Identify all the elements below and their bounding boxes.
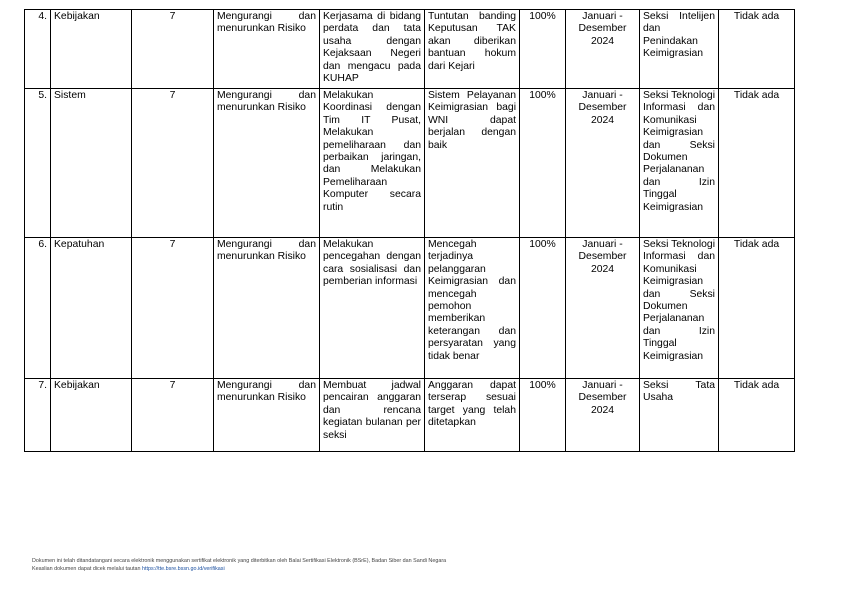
responsible-unit: Seksi Tata Usaha <box>640 379 719 452</box>
row-number: 6. <box>25 238 51 379</box>
table-row <box>25 10 795 89</box>
period: Januari - Desember 2024 <box>566 379 640 452</box>
mitigation-action: Kerjasama di bidang perdata dan tata usaha dengan Kejaksaan Negeri dan mengacu pada KUHAP <box>320 10 425 89</box>
responsible-unit: Seksi Teknologi Informasi dan Komunikasi Keimigrasian dan Seksi Dokumen Perjalananan dan Izin Tinggal Keimigrasian <box>640 89 719 238</box>
note: Tidak ada <box>719 238 795 379</box>
footer-verification-line <box>32 565 446 573</box>
expected-output: Tuntutan banding Keputusan TAK akan diberikan bantuan hokum dari Kejari <box>425 10 520 89</box>
e-signature-footer <box>32 557 446 573</box>
expected-output: Anggaran dapat terserap sesuai target yang telah ditetapkan <box>425 379 520 452</box>
target: 100% <box>520 89 566 238</box>
expected-output: Mencegah terjadinya pelanggaran Keimigrasian dan mencegah pemohon memberikan keterangan dan persyaratan yang tidak benar <box>425 238 520 379</box>
risk-score: 7 <box>132 10 214 89</box>
target: 100% <box>520 238 566 379</box>
responsible-unit: Seksi Intelijen dan Penindakan Keimigrasian <box>640 10 719 89</box>
risk-aspect: Kepatuhan <box>51 238 132 379</box>
expected-output: Sistem Pelayanan Keimigrasian bagi WNI dapat berjalan dengan baik <box>425 89 520 238</box>
target: 100% <box>520 10 566 89</box>
period: Januari - Desember 2024 <box>566 89 640 238</box>
row-number: 7. <box>25 379 51 452</box>
note: Tidak ada <box>719 89 795 238</box>
period: Januari - Desember 2024 <box>566 238 640 379</box>
table-row <box>25 379 795 452</box>
verification-link[interactable]: https://tte.bsre.bssn.go.id/verifikasi <box>141 566 225 572</box>
mitigation-action: Melakukan pencegahan dengan cara sosialisasi dan pemberian informasi <box>320 238 425 379</box>
period: Januari - Desember 2024 <box>566 10 640 89</box>
risk-handling: Mengurangi dan menurunkan Risiko <box>214 238 320 379</box>
table-row <box>25 238 795 379</box>
responsible-unit: Seksi Teknologi Informasi dan Komunikasi Keimigrasian dan Seksi Dokumen Perjalananan dan Izin Tinggal Keimigrasian <box>640 238 719 379</box>
mitigation-action: Membuat jadwal pencairan anggaran dan rencana kegiatan bulanan per seksi <box>320 379 425 452</box>
risk-handling: Mengurangi dan menurunkan Risiko <box>214 379 320 452</box>
footer-signature-note: Dokumen ini telah ditandatangani secara elektronik menggunakan sertifikat elektronik yang diterbitkan oleh Balai Sertifikasi Elektronik (BSrE), Badan Siber dan Sandi Negara <box>32 558 447 564</box>
risk-score: 7 <box>132 379 214 452</box>
table-row <box>25 89 795 238</box>
target: 100% <box>520 379 566 452</box>
risk-score: 7 <box>132 89 214 238</box>
row-number: 5. <box>25 89 51 238</box>
row-number: 4. <box>25 10 51 89</box>
footer-verification-text: Keaslian dokumen dapat dicek melalui tautan <box>32 566 142 572</box>
risk-handling: Mengurangi dan menurunkan Risiko <box>214 10 320 89</box>
risk-mitigation-table <box>24 9 795 452</box>
note: Tidak ada <box>719 379 795 452</box>
mitigation-action: Melakukan Koordinasi dengan Tim IT Pusat, Melakukan pemeliharaan dan perbaikan jaringan, dan Melakukan Pemeliharaan Komputer secara rutin <box>320 89 425 238</box>
note: Tidak ada <box>719 10 795 89</box>
risk-handling: Mengurangi dan menurunkan Risiko <box>214 89 320 238</box>
risk-score: 7 <box>132 238 214 379</box>
risk-aspect: Kebijakan <box>51 10 132 89</box>
risk-aspect: Sistem <box>51 89 132 238</box>
risk-aspect: Kebijakan <box>51 379 132 452</box>
